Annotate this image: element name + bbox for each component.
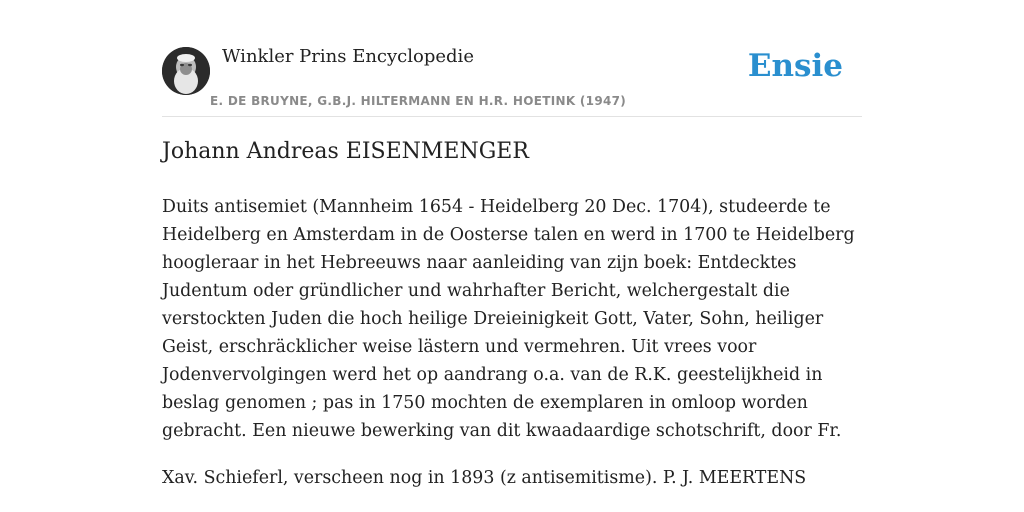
brand-logo-link[interactable]: Ensie <box>747 48 843 84</box>
source-authors: E. DE BRUYNE, G.B.J. HILTERMANN EN H.R. HOETINK (1947) <box>210 94 627 108</box>
portrait-image <box>162 47 210 95</box>
article-paragraph: Duits antisemiet (Mannheim 1654 - Heidelberg 20 Dec. 1704), studeerde te Heidelberg en Amsterdam in de Oosterse talen en werd in 1700 te Heidelberg hoogleraar in het Hebreeuws naar aanleiding van zijn boek: Entdecktes Judentum oder gründlicher und wahrhafter Bericht, welchergestalt die verstockten Juden die hoch heilige Dreieinigkeit Gott, Vater, Sohn, heiliger Geist, erschräcklicher weise lästern und vermehren. Uit vrees voor Jodenvervolgingen werd het op aandrang o.a. van de R.K. geestelijkheid in beslag genomen ; pas in 1750 mochten de exemplaren in omloop worden gebracht. Een nieuwe bewerking van dit kwaadaardige schotschrift, door Fr. <box>162 197 855 441</box>
article-paragraph: Xav. Schieferl, verscheen nog in 1893 (z antisemitisme). P. J. MEERTENS <box>162 468 807 488</box>
article-title: Johann Andreas EISENMENGER <box>162 139 529 164</box>
source-title[interactable]: Winkler Prins Encyclopedie <box>222 46 474 67</box>
author-portrait <box>162 47 210 95</box>
source-header <box>162 44 862 117</box>
